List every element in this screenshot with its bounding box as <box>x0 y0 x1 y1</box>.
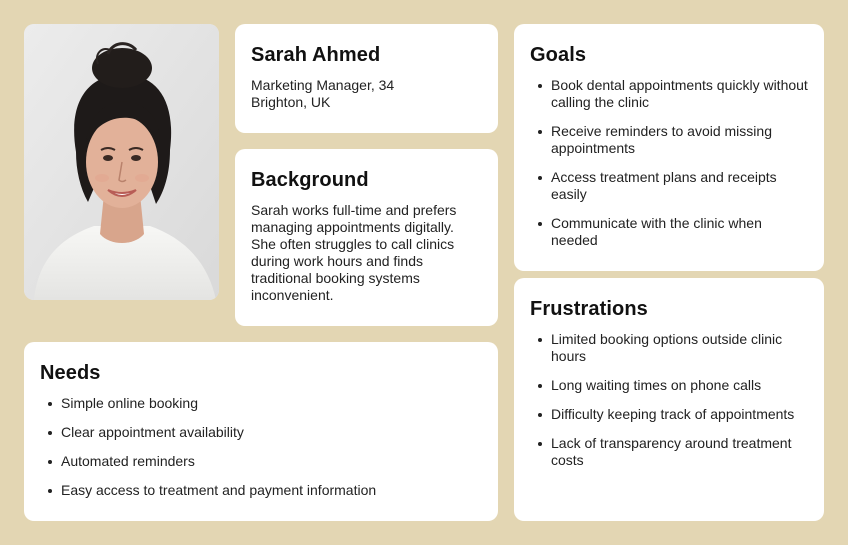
frustrations-title: Frustrations <box>530 298 648 320</box>
goals-list-item: Receive reminders to avoid missing appointments <box>530 123 808 157</box>
goals-list-item: Communicate with the clinic when needed <box>530 215 808 249</box>
goals-title: Goals <box>530 44 587 66</box>
frustrations-list-item: Lack of transparency around treatment costs <box>530 435 808 469</box>
background-text: Sarah works full-time and prefers managing appointments digitally. She often struggles to call clinics during work hours and finds traditional booking systems inconvenient. <box>251 202 457 303</box>
goals-list-item: Book dental appointments quickly without calling the clinic <box>530 77 808 111</box>
needs-list <box>40 395 482 499</box>
frustrations-list-item: Limited booking options outside clinic hours <box>530 331 808 365</box>
needs-list-item: Simple online booking <box>40 395 482 412</box>
persona-location: Brighton, UK <box>251 94 331 110</box>
needs-title: Needs <box>40 362 101 384</box>
persona-portrait-image <box>24 24 219 300</box>
goals-list-item: Access treatment plans and receipts easily <box>530 169 808 203</box>
needs-list-item: Automated reminders <box>40 453 482 470</box>
persona-photo <box>24 24 219 300</box>
background-card <box>235 149 498 326</box>
frustrations-card <box>514 278 824 521</box>
needs-list-item: Clear appointment availability <box>40 424 482 441</box>
needs-list-item: Easy access to treatment and payment information <box>40 482 482 499</box>
persona-name: Sarah Ahmed <box>251 44 381 66</box>
background-title: Background <box>251 169 369 191</box>
goals-list <box>530 77 808 249</box>
frustrations-list-item: Long waiting times on phone calls <box>530 377 808 394</box>
persona-role: Marketing Manager, 34 <box>251 77 395 93</box>
persona-identity-card <box>235 24 498 133</box>
frustrations-list-item: Difficulty keeping track of appointments <box>530 406 808 423</box>
goals-card <box>514 24 824 271</box>
needs-card <box>24 342 498 521</box>
frustrations-list <box>530 331 808 469</box>
